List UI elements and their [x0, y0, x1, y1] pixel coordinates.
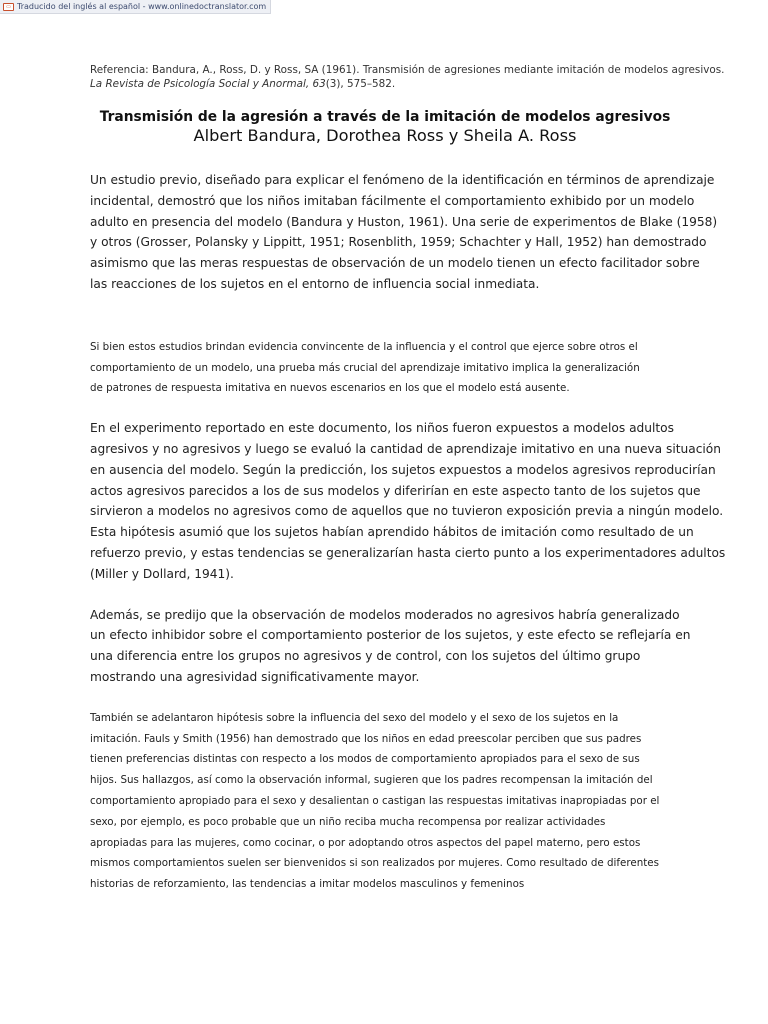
paragraph-line: tienen preferencias distintas con respecto a los modos de comportamiento apropiados para el sexo de sus	[90, 753, 640, 766]
paragraph-line: apropiadas para las mujeres, como cocinar, o por adoptando otros aspectos del papel materno, pero estos	[90, 836, 641, 849]
paragraph-line: sexo, por ejemplo, es poco probable que un niño reciba mucha recompensa por realizar actividades	[90, 815, 606, 828]
paragraph-line: hijos. Sus hallazgos, así como la observación informal, sugieren que los padres recompensan la imitación del	[90, 774, 653, 787]
paragraph-5	[90, 708, 680, 895]
paragraph-line: refuerzo previo, y estas tendencias se generalizarían hasta cierto punto a los experimentadores adultos	[90, 545, 726, 560]
paragraph-line: En el experimento reportado en este documento, los niños fueron expuestos a modelos adultos	[90, 421, 674, 436]
paragraph-3	[90, 418, 726, 584]
paragraph-line: mismos comportamientos suelen ser bienvenidos si son realizados por mujeres. Como resultado de diferentes	[90, 857, 659, 870]
paragraph-line: (Miller y Dollard, 1941).	[90, 566, 234, 581]
paragraph-4	[90, 605, 691, 688]
paragraph-line: incidental, demostró que los niños imitaban fácilmente el comportamiento exhibido por un modelo	[90, 193, 695, 208]
paragraph-line: actos agresivos parecidos a los de sus modelos y diferirían en este aspecto tanto de los sujetos que	[90, 483, 701, 498]
paragraph-line: imitación. Fauls y Smith (1956) han demostrado que los niños en edad preescolar perciben que sus padres	[90, 732, 642, 745]
document-authors: Albert Bandura, Dorothea Ross y Sheila A. Ross	[193, 126, 577, 145]
paragraph-line: una diferencia entre los grupos no agresivos y de control, con los sujetos del último grupo	[90, 649, 641, 664]
reference-journal-line	[90, 78, 680, 92]
translator-logo-icon: ▭	[3, 3, 14, 11]
paragraph-1	[90, 170, 718, 295]
paragraph-line: También se adelantaron hipótesis sobre la influencia del sexo del modelo y el sexo de los sujetos en la	[90, 711, 619, 724]
paragraph-line: Un estudio previo, diseñado para explicar el fenómeno de la identificación en términos de aprendizaje	[90, 173, 715, 187]
reference-citation	[90, 64, 725, 91]
paragraph-line: agresivos y no agresivos y luego se evaluó la cantidad de aprendizaje imitativo en una nueva situación	[90, 441, 721, 456]
paragraph-line: asimismo que las meras respuestas de observación de un modelo tienen un efecto facilitador sobre	[90, 256, 700, 271]
paragraph-line: Además, se predijo que la observación de modelos moderados no agresivos habría generalizado	[90, 607, 680, 622]
translator-banner-text: Traducido del inglés al español - www.onlinedoctranslator.com	[17, 2, 267, 11]
paragraph-line: y otros (Grosser, Polansky y Lippitt, 1951; Rosenblith, 1959; Schachter y Hall, 1952) han demostrado	[90, 235, 707, 250]
reference-journal: La Revista de Psicología Social y Anormal, 63	[90, 77, 326, 90]
paragraph-2	[90, 337, 680, 399]
paragraph-line: mostrando una agresividad significativamente mayor.	[90, 669, 420, 684]
paragraph-line: comportamiento apropiado para el sexo y desalientan o castigan las respuestas imitativas inapropiadas por el	[90, 794, 660, 807]
paragraph-line: de patrones de respuesta imitativa en nuevos escenarios en los que el modelo está ausente.	[90, 382, 570, 395]
paragraph-line: las reacciones de los sujetos en el entorno de influencia social inmediata.	[90, 276, 540, 291]
paragraph-line: comportamiento de un modelo, una prueba más crucial del aprendizaje imitativo implica la generalización	[90, 361, 640, 374]
translator-banner[interactable]	[0, 0, 271, 14]
paragraph-line: Esta hipótesis asumió que los sujetos habían aprendido hábitos de imitación como resultado de un	[90, 525, 694, 540]
paragraph-line: Si bien estos estudios brindan evidencia convincente de la influencia y el control que ejerce sobre otros el	[90, 340, 638, 353]
paragraph-line: historias de reforzamiento, las tendencias a imitar modelos masculinos y femeninos	[90, 878, 525, 891]
document-title: Transmisión de la agresión a través de la imitación de modelos agresivos	[99, 109, 671, 125]
reference-line: Referencia: Bandura, A., Ross, D. y Ross, SA (1961). Transmisión de agresiones mediante imitación de modelos agresivos.	[90, 64, 725, 76]
paragraph-line: en ausencia del modelo. Según la predicción, los sujetos expuestos a modelos agresivos reproducirían	[90, 462, 716, 477]
paragraph-line: un efecto inhibidor sobre el comportamiento posterior de los sujetos, y este efecto se reflejaría en	[90, 628, 691, 643]
reference-issue-pages: (3), 575–582.	[325, 77, 396, 90]
paragraph-line: sirvieron a modelos no agresivos como de aquellos que no tuvieron exposición previa a ningún modelo.	[90, 504, 724, 519]
paragraph-line: adulto en presencia del modelo (Bandura y Huston, 1961). Una serie de experimentos de Blake (1958)	[90, 214, 718, 229]
document-page	[90, 64, 726, 895]
